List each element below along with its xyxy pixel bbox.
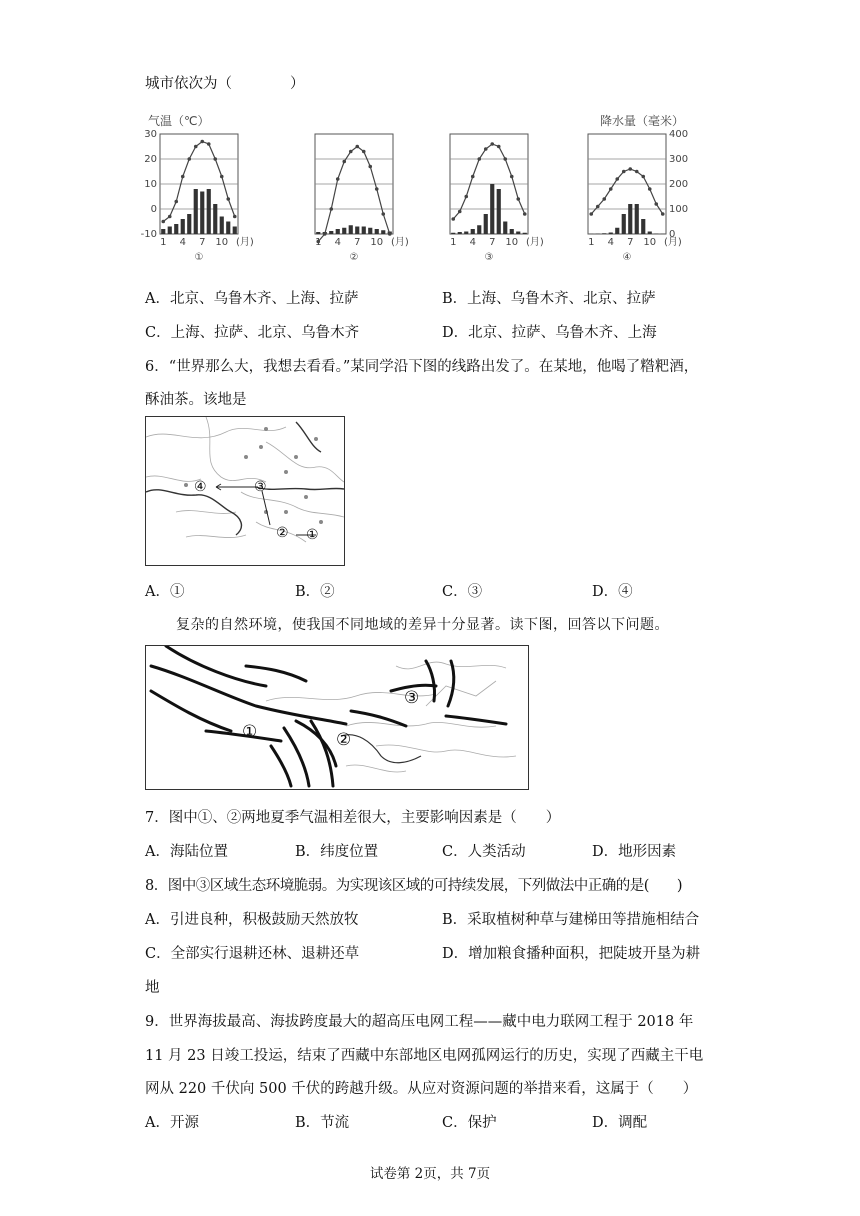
temperature-point [233,215,237,219]
precipitation-bar [168,227,172,235]
q6-stem-line2: 酥油茶。该地是 [145,392,247,408]
x-tick-unit: (月) [236,237,254,248]
x-tick-label: 4 [179,237,186,248]
temperature-point [323,232,327,236]
q5-option-d[interactable]: D．北京、拉萨、乌鲁木齐、上海 [442,325,657,341]
region-label-2: ② [336,730,352,750]
map-label-1: ① [306,527,319,543]
q9-option-b[interactable]: B．节流 [295,1115,350,1131]
precipitation-bar [654,234,658,235]
chart-number: ② [349,252,359,263]
temperature-point [654,202,658,206]
temperature-tick-label: 0 [150,204,157,215]
precipitation-bar [596,234,600,235]
q5-option-c[interactable]: C．上海、拉萨、北京、乌鲁木齐 [145,325,360,341]
temperature-point [615,177,619,181]
precipitation-bar [471,229,475,234]
precipitation-bar [381,230,385,234]
precipitation-bar [200,192,204,235]
q5-option-b[interactable]: B．上海、乌鲁木齐、北京、拉萨 [442,291,656,307]
temperature-point [628,167,632,171]
temperature-point [181,175,185,179]
temperature-tick-label: -10 [140,229,157,240]
intro-7-8: 复杂的自然环境，使我国不同地域的差异十分显著。读下图，回答以下问题。 [176,617,669,633]
temperature-point [187,157,191,161]
temperature-point [226,197,230,201]
temperature-point [510,175,514,179]
precipitation-bar [368,228,372,234]
temperature-point [503,157,507,161]
temperature-point [329,207,333,211]
x-tick-label: 4 [469,237,476,248]
temperature-point [336,177,340,181]
temperature-point [362,150,366,154]
x-tick-label: 1 [588,237,595,248]
precipitation-bar [349,225,353,234]
precipitation-bar [213,204,217,234]
x-tick-label: 7 [354,237,361,248]
map-label-3: ③ [254,479,267,495]
precipitation-bar [615,228,619,234]
precipitation-tick-label: 400 [669,129,689,140]
temperature-point [609,187,613,191]
temperature-point [368,165,372,169]
temperature-line [591,169,663,214]
q6-option-b[interactable]: B．② [295,584,335,600]
temperature-point [349,150,353,154]
precipitation-bar [516,232,520,235]
precipitation-bar [609,233,613,235]
q8-option-c[interactable]: C．全部实行退耕还林、退耕还草 [145,946,360,962]
precipitation-bar [329,231,333,234]
precipitation-bar [458,232,462,234]
temperature-point [497,145,501,149]
temperature-point [589,212,593,216]
q9-option-d[interactable]: D．调配 [592,1115,648,1131]
route-map [145,416,345,566]
temperature-point [484,147,488,151]
q9-option-a[interactable]: A．开源 [145,1115,199,1131]
temperature-tick-label: 30 [144,129,157,140]
x-tick-label: 7 [627,237,634,248]
precipitation-bar [641,219,645,234]
precipitation-bar [220,217,224,235]
precipitation-bar [622,214,626,234]
q8-option-d-wrap: 地 [145,980,160,996]
temperature-point [194,145,198,149]
q8-option-d[interactable]: D．增加粮食播种面积，把陡坡开垦为耕 [442,946,701,962]
temperature-point [200,140,204,144]
q6-option-d[interactable]: D．④ [592,584,633,600]
q8-option-a[interactable]: A．引进良种，积极鼓励天然放牧 [145,912,359,928]
temperature-axis-title: 气温（℃） [148,114,210,128]
precipitation-bar [161,229,165,234]
x-tick-label: 10 [215,237,229,248]
temperature-tick-label: 20 [144,154,157,165]
temperature-point [375,187,379,191]
temperature-point [516,197,520,201]
temperature-point [464,195,468,199]
q7-option-d[interactable]: D．地形因素 [592,844,677,860]
temperature-point [213,157,217,161]
x-tick-label: 7 [489,237,496,248]
temperature-point [635,170,639,174]
x-tick-unit: (月) [526,237,544,248]
chart-number: ③ [484,252,494,263]
precipitation-bar [174,224,178,234]
temperature-line [453,144,525,219]
precipitation-bar [510,229,514,234]
q9-option-c[interactable]: C．保护 [442,1115,497,1131]
precipitation-bar [362,227,366,235]
precipitation-bar [490,184,494,234]
q7-option-a[interactable]: A．海陆位置 [145,844,228,860]
x-tick-label: 1 [160,237,167,248]
temperature-point [388,232,392,236]
precipitation-bar [336,229,340,234]
q9-line2: 11 月 23 日竣工投运，结束了西藏中东部地区电网孤网运行的历史，实现了西藏主干电 [145,1048,704,1064]
precipitation-bar [484,214,488,234]
q7-option-c[interactable]: C．人类活动 [442,844,526,860]
temperature-point [174,200,178,204]
precipitation-tick-label: 0 [669,229,676,240]
q9-line1: 9．世界海拔最高、海拔跨度最大的超高压电网工程——藏中电力联网工程于 2018 年 [145,1014,694,1030]
region-label-3: ③ [404,688,420,708]
region-label-1: ① [242,722,258,742]
x-tick-unit: (月) [664,237,682,248]
q6-stem-line1: 6．“世界那么大，我想去看看。”某同学沿下图的线路出发了。在某地，他喝了糌粑酒， [145,359,699,375]
precipitation-bar [635,204,639,234]
temperature-point [355,145,359,149]
precipitation-bar [602,233,606,234]
temperature-point [381,212,385,216]
temperature-point [661,212,665,216]
temperature-point [471,175,475,179]
map-label-2: ② [276,525,289,541]
x-tick-unit: (月) [391,237,409,248]
precipitation-bar [194,189,198,234]
chart-number: ① [194,252,204,263]
precipitation-axis-title: 降水量（毫米） [600,114,685,128]
temperature-point [477,157,481,161]
temperature-point [602,197,606,201]
temperature-point [490,142,494,146]
precipitation-tick-label: 100 [669,204,689,215]
precipitation-bar [355,227,359,235]
temperature-point [622,170,626,174]
precipitation-bar [207,189,211,234]
temperature-point [207,142,211,146]
x-tick-label: 4 [334,237,341,248]
temperature-point [220,175,224,179]
q7-stem: 7．图中①、②两地夏季气温相差很大，主要影响因素是（ ） [145,810,561,826]
q6-option-c[interactable]: C．③ [442,584,483,600]
temperature-point [342,160,346,164]
temperature-point [648,187,652,191]
q8-option-b[interactable]: B．采取植树种草与建梯田等措施相结合 [442,912,700,928]
q8-stem: 8．图中③区域生态环境脆弱。为实现该区域的可持续发展，下列做法中正确的是( ) [145,878,683,894]
precipitation-bar [477,225,481,234]
temperature-point [168,215,172,219]
precipitation-bar [316,232,320,234]
x-tick-label: 1 [450,237,457,248]
precipitation-bar [464,232,468,235]
precipitation-bar [503,222,507,235]
temperature-line [163,142,235,222]
precipitation-bar [497,189,501,234]
precipitation-tick-label: 200 [669,179,689,190]
q7-option-b[interactable]: B．纬度位置 [295,844,379,860]
region-map [145,645,529,790]
temperature-point [641,175,645,179]
temperature-line [318,147,390,242]
x-tick-label: 1 [315,237,322,248]
precipitation-bar [187,214,191,234]
precipitation-bar [233,227,237,235]
temperature-point [596,205,600,209]
precipitation-bar [226,222,230,235]
q5-stem: 城市依次为（ ） [145,76,305,92]
precipitation-bar [523,233,527,234]
precipitation-bar [375,229,379,234]
climate-charts [140,126,740,276]
x-tick-label: 10 [370,237,384,248]
page-footer: 试卷第 2页，共 7页 [369,1166,491,1182]
precipitation-tick-label: 300 [669,154,689,165]
x-tick-label: 7 [199,237,206,248]
precipitation-bar [342,228,346,234]
precipitation-bar [648,232,652,235]
x-tick-label: 10 [505,237,519,248]
precipitation-bar [628,204,632,234]
map-label-4: ④ [194,479,207,495]
chart-number: ④ [622,252,632,263]
temperature-point [523,212,527,216]
q5-option-a[interactable]: A．北京、乌鲁木齐、上海、拉萨 [145,291,359,307]
q6-option-a[interactable]: A．① [145,584,185,600]
temperature-point [458,210,462,214]
temperature-tick-label: 10 [144,179,157,190]
temperature-point [451,217,455,221]
temperature-point [161,220,165,224]
precipitation-bar [181,219,185,234]
q9-line3: 网从 220 千伏向 500 千伏的跨越升级。从应对资源问题的举措来看，这属于（ ） [145,1081,698,1097]
precipitation-bar [451,233,455,234]
x-tick-label: 10 [643,237,657,248]
x-tick-label: 4 [607,237,614,248]
